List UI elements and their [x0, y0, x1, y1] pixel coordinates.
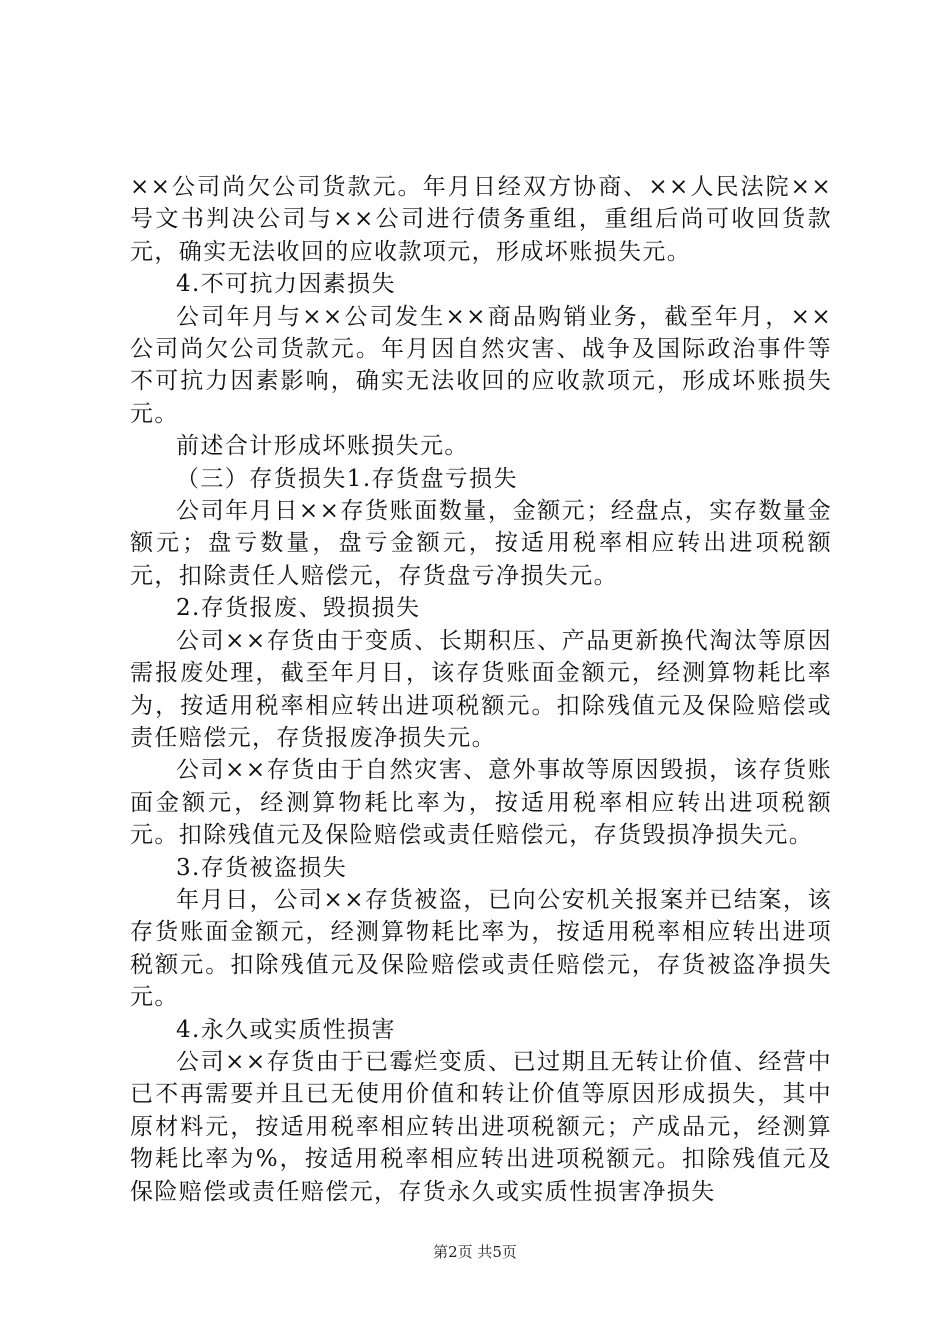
paragraph-bad-debt-total: 前述合计形成坏账损失元。 [176, 433, 469, 460]
document-body [130, 171, 832, 1208]
heading-permanent-impairment: 4.永久或实质性损害 [176, 1016, 396, 1043]
heading-inventory-theft: 3.存货被盗损失 [176, 854, 348, 881]
heading-force-majeure-loss: 4.不可抗力因素损失 [176, 271, 396, 298]
paragraph-inventory-shortage: 公司年月日××存货账面数量，金额元；经盘点，实存数量金额元；盘亏数量，盘亏金额元，按适用税率相应转出进项税额元，扣除责任人赔偿元，存货盘亏净损失元。 [130, 498, 832, 589]
paragraph-inventory-scrap: 公司××存货由于变质、长期积压、产品更新换代淘汰等原因需报废处理，截至年月日，该存货账面金额元，经测算物耗比率为，按适用税率相应转出进项税额元。扣除残值元及保险赔偿或责任赔偿元，存货报废净损失元。 [130, 627, 832, 751]
paragraph-force-majeure: 公司年月与××公司发生××商品购销业务，截至年月，××公司尚欠公司货款元。年月因自然灾害、战争及国际政治事件等不可抗力因素影响，确实无法收回的应收款项元，形成坏账损失元。 [130, 303, 832, 427]
heading-inventory-scrap-damage: 2.存货报废、毁损损失 [176, 595, 421, 622]
paragraph-debt-restructuring-continued: ××公司尚欠公司货款元。年月日经双方协商、××人民法院××号文书判决公司与××公司进行债务重组，重组后尚可收回货款元，确实无法收回的应收款项元，形成坏账损失元。 [130, 174, 832, 265]
page-number-footer: 第2页 共5页 [433, 1243, 517, 1261]
paragraph-inventory-theft: 年月日，公司××存货被盗，已向公安机关报案并已结案，该存货账面金额元，经测算物耗比率为，按适用税率相应转出进项税额元。扣除残值元及保险赔偿或责任赔偿元，存货被盗净损失元。 [130, 886, 832, 1011]
heading-inventory-loss: （三）存货损失1.存货盘亏损失 [176, 465, 518, 492]
paragraph-inventory-damage: 公司××存货由于自然灾害、意外事故等原因毁损，该存货账面金额元，经测算物耗比率为，按适用税率相应转出进项税额元。扣除残值元及保险赔偿或责任赔偿元，存货毁损净损失元。 [130, 757, 832, 849]
paragraph-permanent-impairment: 公司××存货由于已霉烂变质、已过期且无转让价值、经营中已不再需要并且已无使用价值和转让价值等原因形成损失，其中原材料元，按适用税率相应转出进项税额元；产成品元，经测算物耗比率为%，按适用税率相应转出进项税额元。扣除残值元及保险赔偿或责任赔偿元，存货永久或实质性损害净损失 [130, 1048, 832, 1205]
